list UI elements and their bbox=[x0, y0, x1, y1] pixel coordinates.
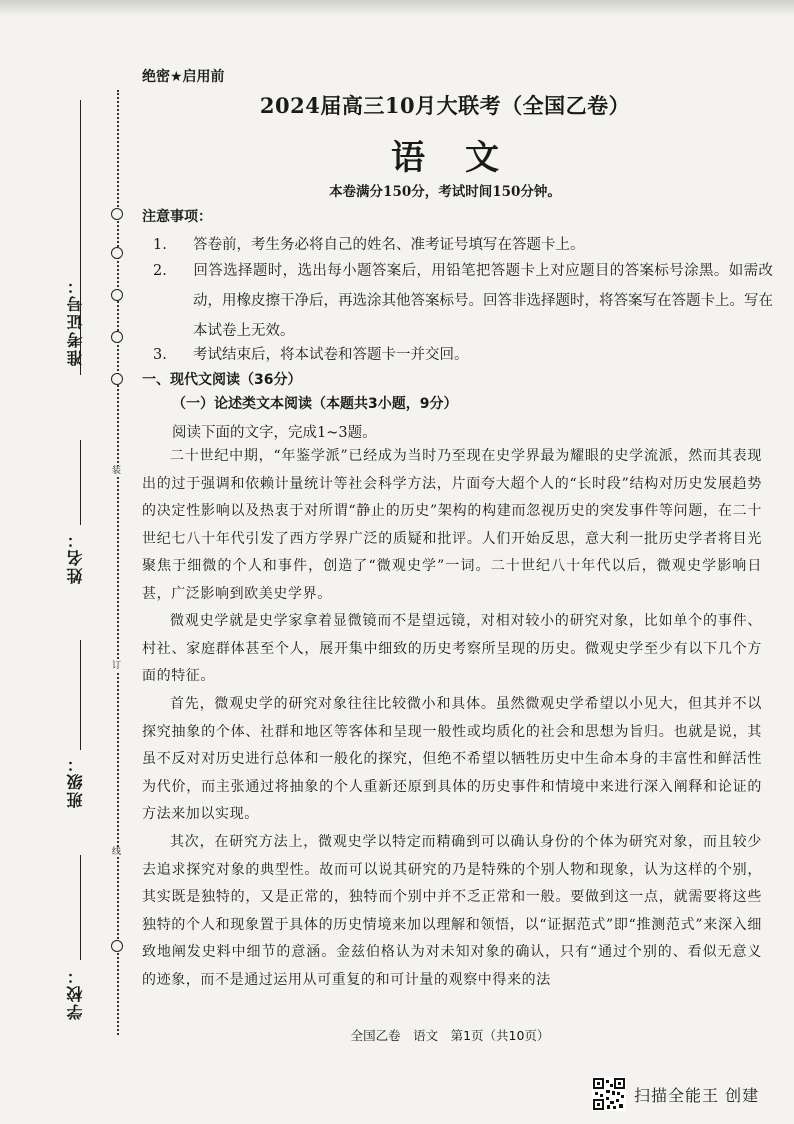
scanner-watermark bbox=[592, 1076, 759, 1112]
cut-mark-xian: 线 bbox=[112, 847, 122, 857]
note-item bbox=[153, 340, 773, 370]
note-number: 1. bbox=[153, 237, 167, 253]
name-label: 姓名： bbox=[65, 530, 85, 584]
subject-title: 语文 bbox=[391, 138, 539, 178]
note-text: 答卷前，考生务必将自己的姓名、准考证号填写在答题卡上。 bbox=[193, 237, 585, 253]
class-line bbox=[80, 640, 81, 750]
passage-paragraph: 微观史学就是史学家拿着显微镜而不是望远镜，对相对较小的研究对象，比如单个的事件、村社、家庭群体甚至个人，展开集中细致的历史考察所呈现的历史。微观史学至少有以下几个方面的特征。 bbox=[142, 613, 762, 684]
note-number: 2. bbox=[153, 263, 167, 279]
class-label: 班级： bbox=[65, 754, 85, 808]
school-label: 学校： bbox=[65, 966, 85, 1020]
binding-circle bbox=[111, 331, 123, 343]
scanner-text: 扫描全能王 创建 bbox=[634, 1085, 760, 1105]
passage-paragraph: 首先，微观史学的研究对象往往比较微小和具体。虽然微观史学希望以小见大，但其并不以探究抽象的个体、社群和地区等客体和呈现一般性或均质化的社会和思想为旨归。也就是说，其虽不反对对历史进行总体和一般化的探究，但绝不希望以牺牲历史中生命本身的丰富性和鲜活性为代价，而主张通过将抽象的个人重新还原到具体的历史事件和情境中来进行深入阐释和论证的方法来加以实现。 bbox=[142, 696, 762, 822]
passage-paragraph: 其次，在研究方法上，微观史学以特定而精确到可以确认身份的个体为研究对象，而且较少去追求探究对象的典型性。故而可以说其研究的乃是特殊的个别人物和现象，认为这样的个别，其实既是独特的，又是正常的，独特而个别中并不乏正常和一般。要做到这一点，就需要将这些独特的个人和现象置于具体的历史情境来加以理解和领悟，以“证据范式”即“推测范式”来深入细致地阐发史料中细节的意涵。金兹伯格认为对未知对象的确认，只有“通过个别的、看似无意义的迹象，而不是通过运用从可重复的和可计量的观察中得来的法 bbox=[142, 834, 762, 988]
qr-code-icon bbox=[592, 1077, 626, 1111]
note-text: 考试结束后，将本试卷和答题卡一并交回。 bbox=[193, 347, 469, 363]
subsection-heading: （一）论述类文本阅读（本题共3小题，9分） bbox=[172, 396, 458, 412]
cut-dotted-line bbox=[117, 90, 119, 1035]
binding-circle bbox=[111, 940, 123, 952]
field-exam-number[interactable] bbox=[60, 276, 90, 366]
school-line bbox=[80, 855, 81, 960]
field-school[interactable] bbox=[60, 966, 90, 1020]
exam-number-label: 准考证号： bbox=[65, 276, 85, 366]
note-number: 3. bbox=[153, 347, 167, 363]
binding-circle bbox=[111, 208, 123, 220]
field-name[interactable] bbox=[60, 530, 90, 584]
section-heading: 一、现代文阅读（36分） bbox=[142, 372, 302, 388]
field-class[interactable] bbox=[60, 754, 90, 808]
binding-margin bbox=[0, 0, 130, 1050]
note-item bbox=[153, 256, 773, 346]
note-text: 回答选择题时，选出每小题答案后，用铅笔把答题卡上对应题目的答案标号涂黑。如需改动，用橡皮擦干净后，再选涂其他答案标号。回答非选择题时，将答案写在答题卡上。写在本试卷上无效。 bbox=[193, 263, 773, 339]
secret-label: 绝密★启用前 bbox=[142, 69, 225, 85]
exam-number-line bbox=[80, 100, 81, 375]
binding-circle bbox=[111, 373, 123, 385]
binding-circle bbox=[111, 289, 123, 301]
binding-circle bbox=[111, 247, 123, 259]
page-footer: 全国乙卷 语文 第1页（共10页） bbox=[350, 1028, 550, 1043]
cut-mark-ding: 订 bbox=[112, 661, 122, 671]
name-line bbox=[80, 440, 81, 525]
passage-paragraph: 二十世纪中期，“年鉴学派”已经成为当时乃至现在史学界最为耀眼的史学流派，然而其表现出的过于强调和依赖计量统计等社会科学方法，片面夸大超个人的“长时段”结构对历史发展趋势的决定性影响以及热衷于对所谓“静止的历史”架构的构建而忽视历史的突发事件等问题，在二十世纪七八十年代引发了西方学界广泛的质疑和批评。人们开始反思，意大利一批历史学者将目光聚焦于细微的个人和事件，创造了“微观史学”一词。二十世纪八十年代以后，微观史学影响日甚，广泛影响到欧美史学界。 bbox=[142, 448, 762, 602]
score-info: 本卷满分150分，考试时间150分钟。 bbox=[329, 184, 561, 200]
notes-title: 注意事项： bbox=[142, 209, 212, 225]
cut-mark-zhuang: 装 bbox=[112, 466, 122, 476]
reading-instruction: 阅读下面的文字，完成1~3题。 bbox=[172, 425, 377, 441]
exam-title: 2024届高三10月大联考（全国乙卷） bbox=[259, 93, 631, 118]
